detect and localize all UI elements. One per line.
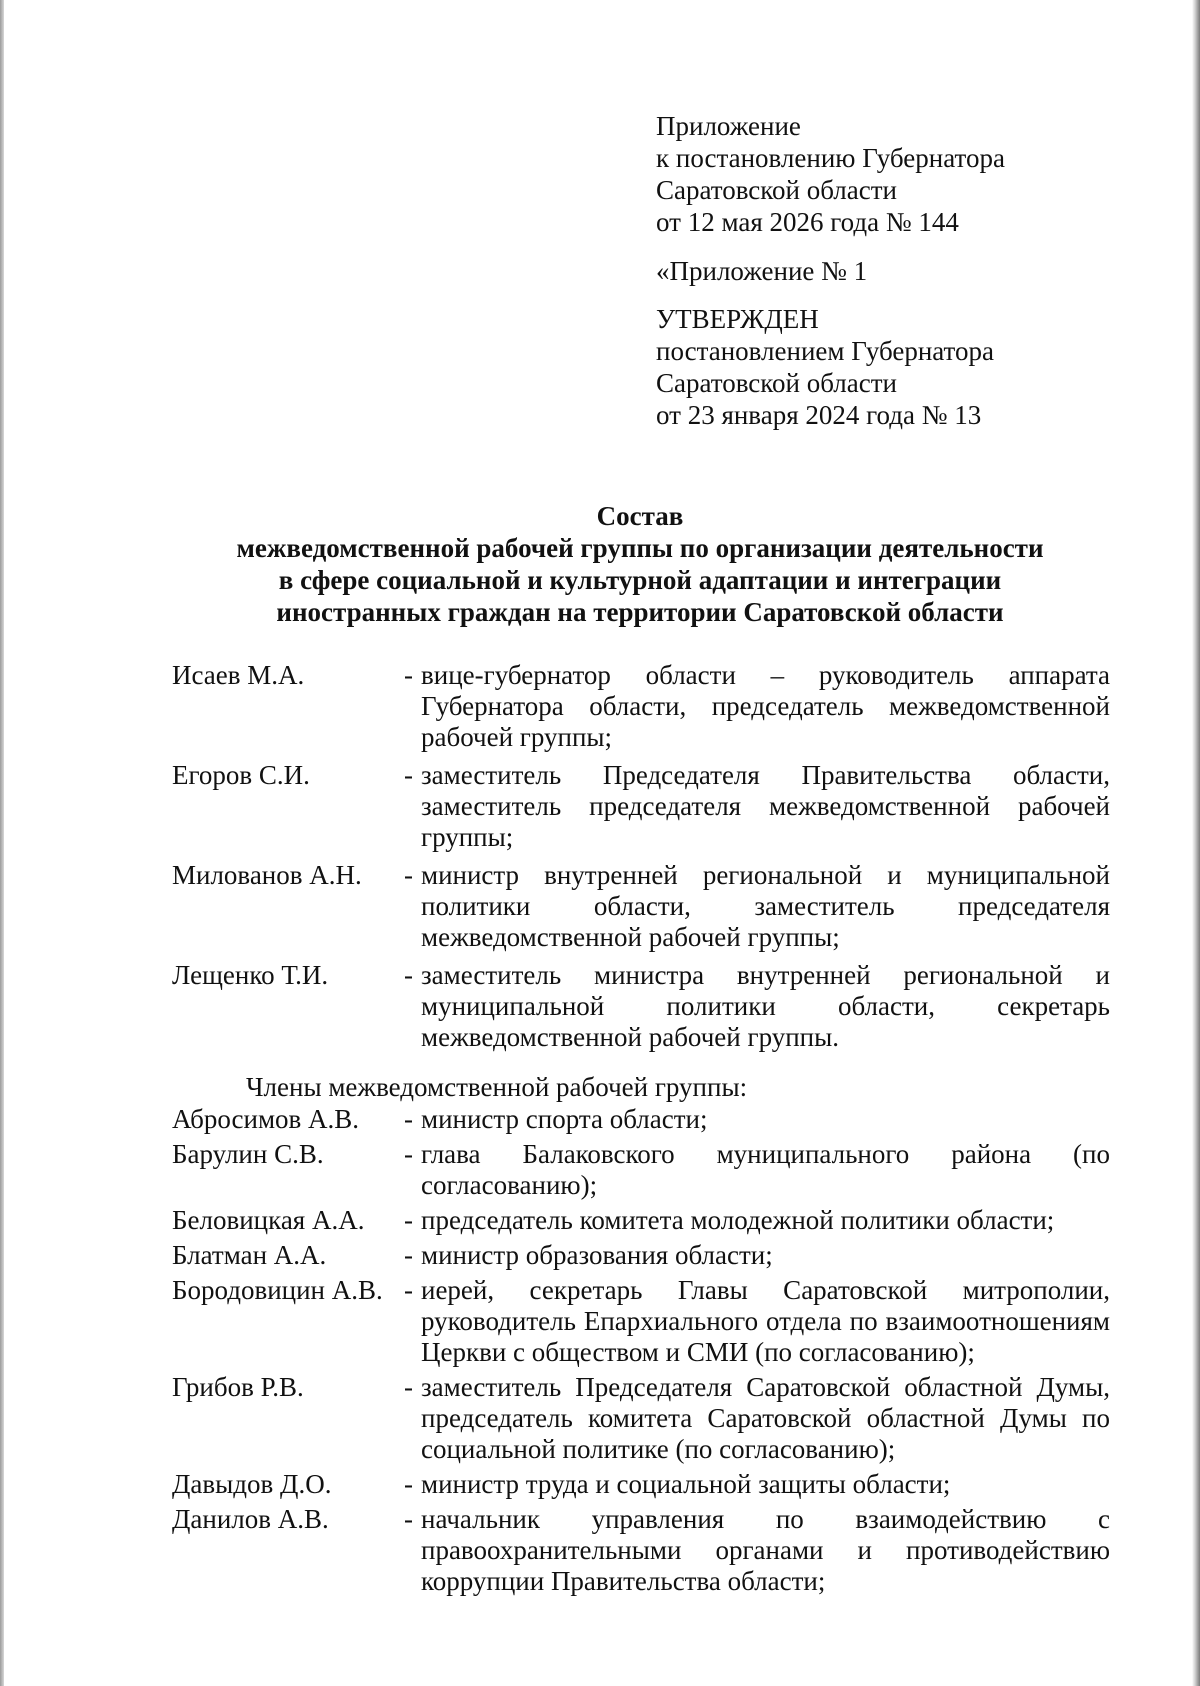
member-role: - министр труда и социальной защиты области; [404,1469,951,1499]
header-line: Саратовской области [656,175,897,205]
members-heading: Члены межведомственной рабочей группы: [246,1072,748,1102]
dash-mark: - [404,1504,413,1534]
member-role: - министр спорта области; [404,1104,708,1134]
list-item [172,1469,1110,1500]
dash-mark: - [404,1104,413,1134]
approved-stamp-line: от 23 января 2024 года № 13 [656,400,982,430]
member-name: Грибов Р.В. [172,1372,304,1402]
member-role: - глава Балаковского муниципального района (по согласованию); [404,1139,1110,1200]
member-role: - иерей, секретарь Главы Саратовской митрополии, руководитель Епархиального отдела по взаимоотношениям Церкви с обществом и СМИ (по согласованию); [404,1275,1110,1367]
member-role: - министр внутренней региональной и муниципальной политики области, заместитель председателя межведомственной рабочей группы; [404,860,1110,952]
member-role: - председатель комитета молодежной политики области; [404,1205,1055,1235]
scan-edge-left [0,0,4,1686]
header-line: от 12 мая 2026 года № 144 [656,207,959,237]
dash-mark: - [404,660,413,690]
member-name: Лещенко Т.И. [172,960,329,990]
dash-mark: - [404,860,413,890]
approved-stamp-line: УТВЕРЖДЕН [656,304,819,334]
scan-edge-right [1192,0,1200,1686]
member-name: Беловицкая А.А. [172,1205,365,1235]
member-role: - заместитель Председателя Правительства области, заместитель председателя межведомственной рабочей группы; [404,760,1110,852]
list-item [172,1205,1110,1236]
member-role: - заместитель Председателя Саратовской областной Думы, председатель комитета Саратовской областной Думы по социальной политике (по согласованию); [404,1372,1110,1464]
appendix-header [656,110,1156,431]
list-item [172,660,1110,753]
member-name: Блатман А.А. [172,1240,327,1270]
dash-mark: - [404,960,413,990]
header-line: Приложение [656,111,801,141]
leadership-list [172,660,1110,1060]
approved-stamp-line: Саратовской области [656,368,897,398]
dash-mark: - [404,1275,413,1305]
list-item [172,960,1110,1053]
member-name: Данилов А.В. [172,1504,329,1534]
title-line: в сфере социальной и культурной адаптации и интеграции [278,565,1002,595]
list-item [172,1504,1110,1597]
member-name: Егоров С.И. [172,760,310,790]
appendix-reference: «Приложение № 1 [656,256,868,286]
member-role: - начальник управления по взаимодействию с правоохранительными органами и противодействию коррупции Правительства области; [404,1504,1110,1596]
list-item [172,1372,1110,1465]
title-line: межведомственной рабочей группы по организации деятельности [236,533,1044,563]
member-name: Абросимов А.В. [172,1104,360,1134]
member-name: Исаев М.А. [172,660,305,690]
list-item [172,1275,1110,1368]
member-name: Милованов А.Н. [172,860,362,890]
approved-stamp-line: постановлением Губернатора [656,336,994,366]
title-line: Состав [596,501,684,531]
document-title [172,500,1108,628]
list-item [172,760,1110,853]
list-item [172,860,1110,953]
list-item [172,1104,1110,1135]
member-role: - заместитель министра внутренней региональной и муниципальной политики области, секретарь межведомственной рабочей группы. [404,960,1110,1052]
member-name: Бородовицин А.В. [172,1275,383,1305]
dash-mark: - [404,1205,413,1235]
dash-mark: - [404,1139,413,1169]
dash-mark: - [404,1240,413,1270]
member-role: - министр образования области; [404,1240,773,1270]
list-item [172,1240,1110,1271]
dash-mark: - [404,1372,413,1402]
member-role: - вице-губернатор области – руководитель аппарата Губернатора области, председатель межведомственной рабочей группы; [404,660,1110,752]
title-line: иностранных граждан на территории Саратовской области [276,597,1004,627]
list-item [172,1139,1110,1201]
header-line: к постановлению Губернатора [656,143,1005,173]
dash-mark: - [404,760,413,790]
member-name: Давыдов Д.О. [172,1469,332,1499]
member-name: Барулин С.В. [172,1139,324,1169]
members-list [172,1104,1110,1601]
dash-mark: - [404,1469,413,1499]
